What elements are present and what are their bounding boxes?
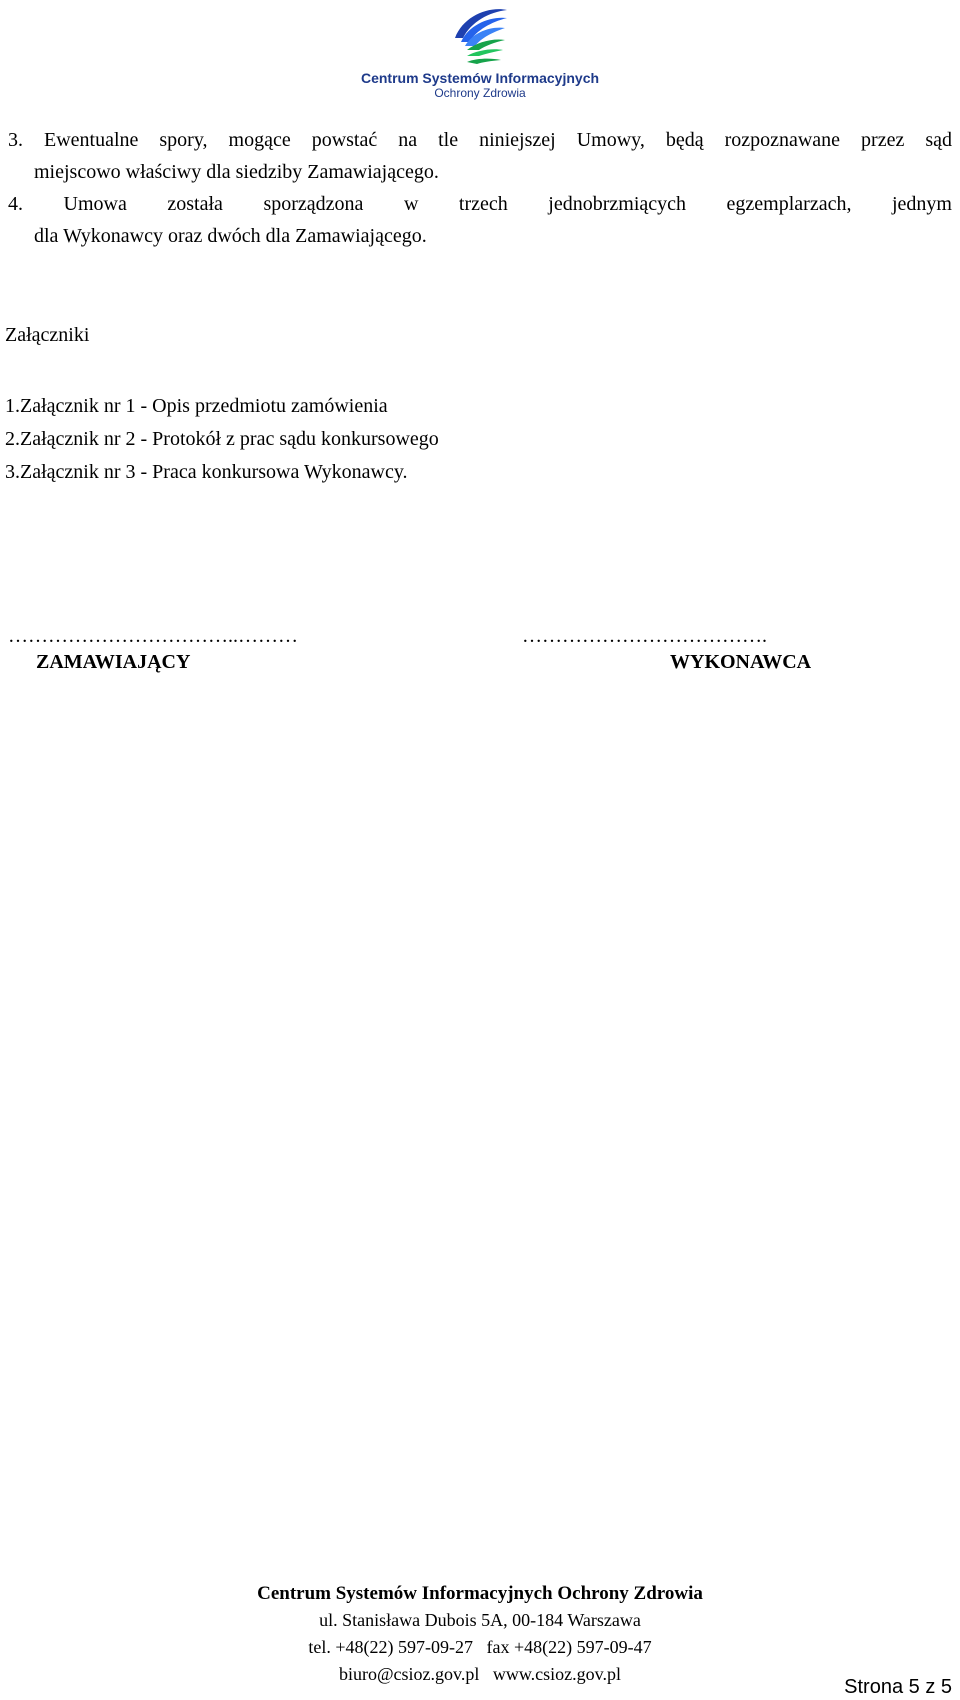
contract-clauses — [8, 124, 952, 252]
attachments-list — [5, 390, 439, 489]
signature-wykonawca — [522, 623, 811, 675]
clause-3-line-2: miejscowo właściwy dla siedziby Zamawiającego. — [34, 161, 439, 183]
page-footer — [0, 1580, 960, 1688]
page-number: Strona 5 z 5 — [844, 1676, 952, 1698]
clause-4-line-2: dla Wykonawcy oraz dwóch dla Zamawiającego. — [34, 225, 427, 247]
footer-phones: tel. +48(22) 597-09-27 fax +48(22) 597-09-47 — [308, 1637, 652, 1657]
attachment-item: 2.Załącznik nr 2 - Protokół z prac sądu konkursowego — [5, 428, 439, 450]
footer-address: ul. Stanisława Dubois 5A, 00-184 Warszawa — [319, 1610, 641, 1630]
attachments-title: Załączniki — [5, 324, 90, 346]
footer-organization: Centrum Systemów Informacyjnych Ochrony Zdrowia — [257, 1583, 703, 1604]
logo-name: Centrum Systemów Informacyjnych — [360, 70, 600, 86]
attachment-item: 3.Załącznik nr 3 - Praca konkursowa Wykonawcy. — [5, 461, 408, 483]
clause-4 — [8, 188, 952, 252]
clause-3 — [8, 124, 952, 188]
csioz-emblem-icon — [445, 4, 515, 70]
attachment-item: 1.Załącznik nr 1 - Opis przedmiotu zamówienia — [5, 395, 388, 417]
signature-zamawiajacy — [8, 623, 298, 675]
footer-web: biuro@csioz.gov.pl www.csioz.gov.pl — [338, 1664, 622, 1684]
signature-line: ……………………………..……… — [8, 625, 298, 647]
clause-3-line-1: 3. Ewentualne spory, mogące powstać na tle niniejszej Umowy, będą rozpoznawane przez sąd — [8, 129, 952, 151]
signature-line: ………………………………. — [522, 625, 767, 647]
signature-role: WYKONAWCA — [670, 651, 812, 673]
logo-subtitle: Ochrony Zdrowia — [434, 86, 526, 100]
csioz-logo — [355, 4, 605, 104]
signature-role: ZAMAWIAJĄCY — [36, 651, 191, 673]
clause-4-line-1: 4. Umowa została sporządzona w trzech jednobrzmiących egzemplarzach, jednym — [8, 193, 952, 215]
